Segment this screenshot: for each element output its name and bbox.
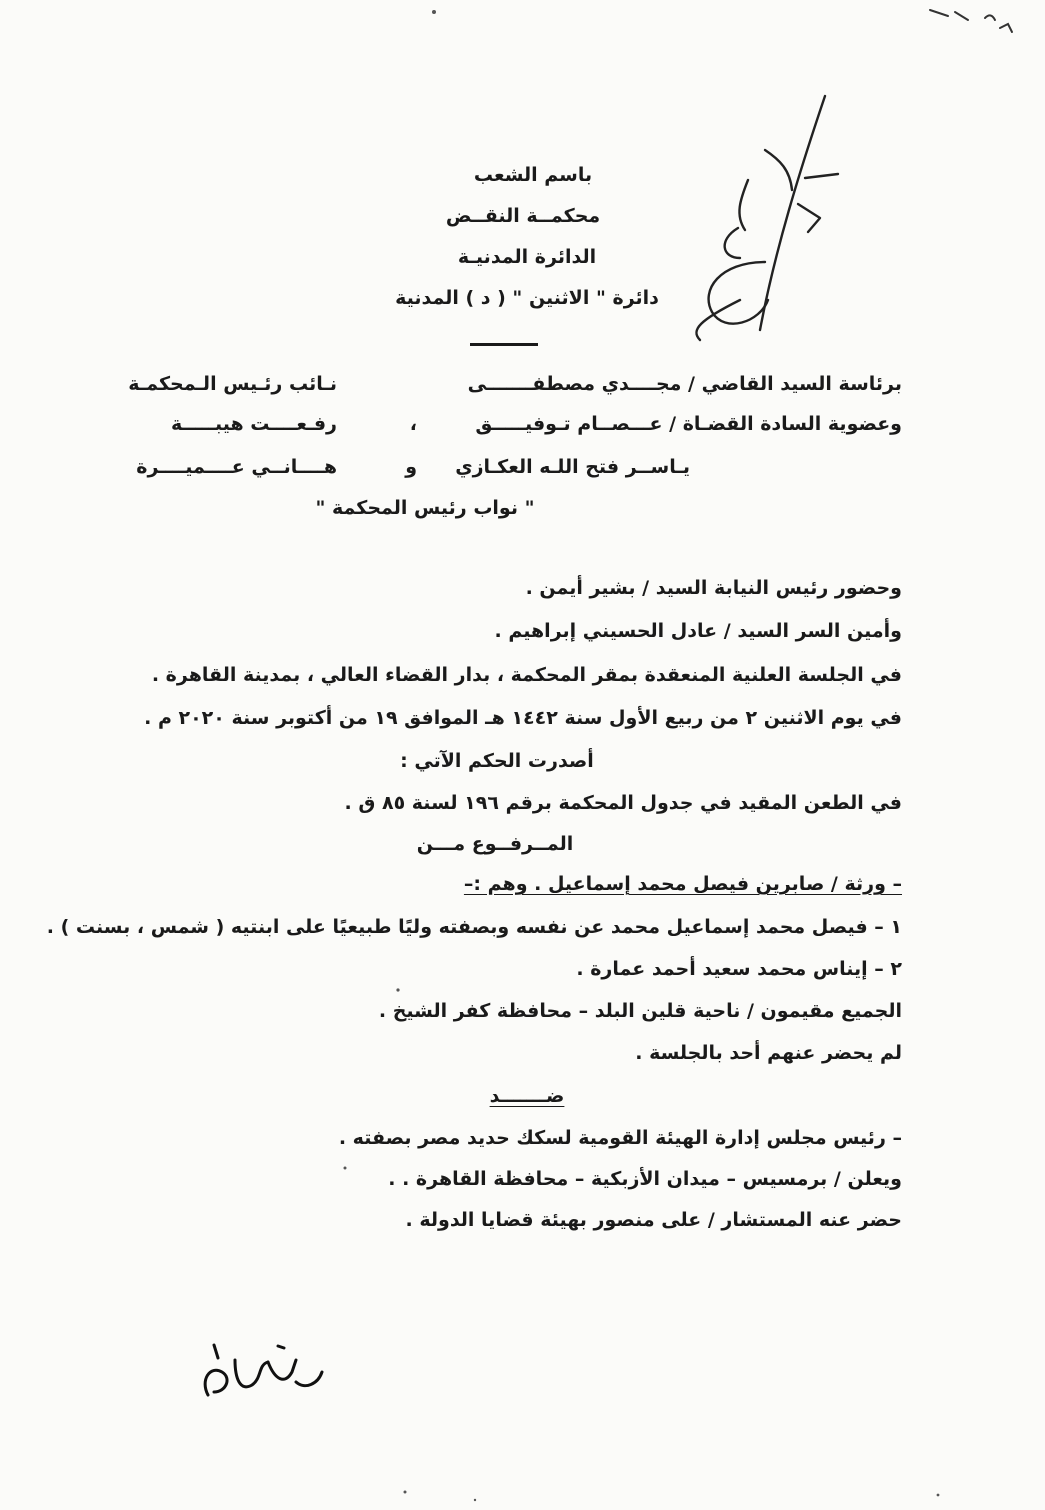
verdict-heading: أصدرت الحكم الآتي : [400, 750, 594, 772]
secretary-line: وأمين السر السيد / عادل الحسيني إبراهيم . [494, 620, 902, 642]
respondent-address: ويعلن / برمسيس – ميدان الأزبكية – محافظة القاهرة . . [388, 1168, 902, 1190]
header-line-2: محكمــة النقــض [445, 205, 601, 227]
panel-row-3-name: يـاســر فتح اللـه العكـازي [455, 456, 690, 478]
panel-row-4: " نواب رئيس المحكمة " [315, 497, 535, 519]
header-divider [470, 343, 538, 346]
respondent-name: – رئيس مجلس إدارة الهيئة القومية لسكك حديد مصر بصفته . [338, 1127, 902, 1149]
panel-row-2-sep: ، [409, 413, 417, 435]
venue-line: في الجلسة العلنية المنعقدة بمقر المحكمة ، بدار القضاء العالي ، بمدينة القاهرة . [151, 664, 902, 686]
residence-line: الجميع مقيمون / ناحية قلين البلد – محافظة كفر الشيخ . [378, 1000, 902, 1022]
panel-row-3-title: هــــانــي عــــميــــرة [136, 456, 337, 478]
panel-row-2-name: وعضوية السادة القضـاة / عـــصــام تـوفيـــــق [475, 413, 902, 435]
respondent-heading: ضـــــــد [489, 1085, 565, 1107]
header-line-3: الدائرة المدنيـة [457, 246, 597, 268]
appellant-2: ٢ – إيناس محمد سعيد أحمد عمارة . [576, 958, 902, 980]
date-line: في يوم الاثنين ٢ من ربيع الأول سنة ١٤٤٢ هـ الموافق ١٩ من أكتوبر سنة ٢٠٢٠ م . [144, 707, 902, 729]
absent-line: لم يحضر عنهم أحد بالجلسة . [635, 1042, 902, 1064]
header-line-4: دائرة " الاثنين " ( د ) المدنية [395, 287, 659, 309]
panel-row-2-title: رفـعــــت هيبـــــة [171, 413, 337, 435]
panel-row-3-sep: و [405, 456, 417, 478]
appellants-heading: المــرفــوع مـــن [416, 833, 574, 855]
prosecution-line: وحضور رئيس النيابة السيد / بشير أيمن . [525, 577, 902, 599]
appeal-line: في الطعن المقيد في جدول المحكمة برقم ١٩٦ لسنة ٨٥ ق . [344, 792, 902, 814]
handwritten-initials [696, 96, 838, 340]
header-line-1: باسم الشعب [473, 164, 593, 186]
panel-row-1-title: نـائب رئـيس الـمحكمـة [128, 373, 337, 395]
respondent-counsel: حضر عنه المستشار / على منصور بهيئة قضايا الدولة . [405, 1209, 902, 1231]
heirs-line: – ورثة / صابرين فيصل محمد إسماعيل . وهم :– [463, 873, 902, 895]
signature [205, 1345, 322, 1395]
panel-row-1-name: برئاسة السيد القاضي / مجــــدي مصطفـــــــى [467, 373, 902, 395]
appellant-1: ١ – فيصل محمد إسماعيل محمد عن نفسه وبصفته وليًا طبيعيًا على ابنتيه ( شمس ، بسنت ) . [46, 916, 902, 938]
margin-scribble [930, 10, 1012, 32]
